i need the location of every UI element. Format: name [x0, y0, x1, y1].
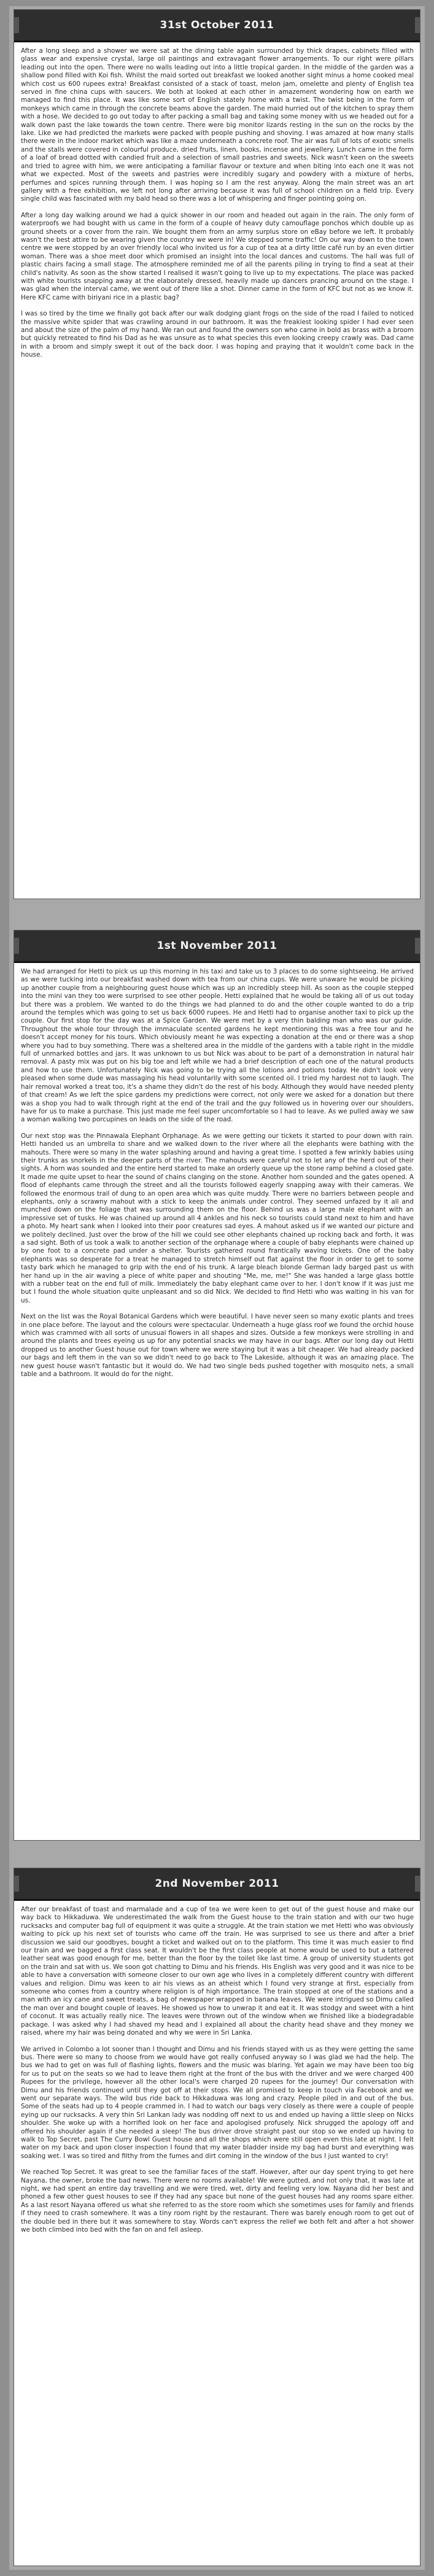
entry-paragraph: Our next stop was the Pinnawala Elephant Orphanage. As we were getting our tickets it started to pour down with rain. Hetti handed us an umbrella to share and we walked down to the river where all the elephants were bathing with the mahouts. There were so many in the water splashing around and having a great time. I spotted a few wrinkly babies using their trunks as snorkels in the deeper parts of the river. The mahouts were careful not to let any of the herd out of their sights. A horn was sounded and the entire herd started to make an orderly queue up the stone ramp behind a closed gate. It made me quite upset to hear the sound of chains clanging on the stone. Another horn sounded and the gates opened. A flood of elephants came through the street and all the tourists followed eagerly snapping away with their cameras. We followed the enormous trail of dung to an open area which was quite muddy. There were no barriers between people and elephants, only a scrawny mahout with a stick to keep the animals under control. They seemed unfazed by it all and munched down on the foliage that was surrounding them on the floor. Behind us was a large male elephant with an impressive set of tusks. He was chained up around all 4 ankles and his neck so tourists could stand next to him and have a photo. My heart sank when I looked into their poor creatures sad eyes. A mahout asked us if we wanted our picture and we politely declined. Just over the brow of the hill we could see other elephants chained up rocking back and forth, it was a sad sight. Both of us took a walk to another section of the orphanage where a couple of baby elephants were chained up by one foot to a concrete pad under a shelter. Tourists gathered round frantically waving tickets. One of the baby elephants was so desperate for a treat he managed to stretch himself out flat against the floor in order to get to some tasty bark which he managed to grip with the end of his trunk. A large bleach blonde German lady barged past us with her hand up in the air waving a piece of white paper and shouting "Me, me, me!" She was handed a large glass bottle with a rubber teat on the end full of milk. Immediately the baby elephant came over to her. I don't know if it was just me but I found the whole situation quite unpleasant and so did Nick. We decided to find Hetti who was waiting in his van for us.: [21, 1132, 414, 1304]
entry-paragraph: After our breakfast of toast and marmalade and a cup of tea we were keen to get out of the guest house and make our way back to Hikkaduwa. We underestimated the walk from the Guest house to the train station and with our two huge rucksacks and computer bag full of equipment it was quite a struggle. At the train station we met Hetti who was obviously waiting to pick up his next set of tourists who came off the train. He was surprised to see us there and after a brief discussion we said our goodbyes, bought a ticket and walked out on to the platform. This time it was much easier to find our train and we bagged a first class seat. It wouldn't be the first class people at home would be used to but a tattered leather seat was good enough for me, better than the floor by the toilet like last time. A group of university students got on the train and sat with us. We soon got chatting to Dimu and his friends. His English was very good and it was nice to be able to have a conversation with someone closer to our own age who lives in a completely different country with different values and religion. Dimu was keen to air his views as an atheist which I found very strange at first, especially from someone who comes from a country where religion is of high importance. The train stopped at one of the stations and a man with an icy cane and sweet treats, a bag of newspaper wrapped in banana leaves. We were intrigued so Dimu called the man over and bought couple of leaves. He showed us how to unwrap it and eat it. It was stodgy and sweet with a hint of coconut. It was actually really nice. The leaves were thrown out of the window when we finished like a biodegradable package. I was asked why I had shaved my head and I explained all about the charity head shave and they money we raised, where my hair was being donated and why we were in Sri Lanka.: [21, 1906, 414, 2037]
entry-body: [21, 968, 414, 1836]
entry-paragraph: After a long sleep and a shower we were sat at the dining table again surrounded by thick drapes, cabinets filled with glass wear and expensive crystal, large oil paintings and extravagant flower arrangements. To our right were pillars leading out into the open. There were no walls leading out into a little tropical garden. In the middle of the garden was a shallow pond filled with Koi fish. Whilst the maid sorted out breakfast we looked another sight minus a home cooked meal which cost us 600 rupees extra! Breakfast consisted of a stack of toast, melon jam, omelette and plenty of English tea served in fine china cups with saucers. We both at looked at each other in amazement wondering how on earth we managed to find this place. It was like some sort of English stately home with a twist. The twist being in the form of monkeys which came in through the concrete beams above the garden. The maid hurried out of the kitchen to spray them with a hose. We decided to go out today to after packing a small bag and taking some money with us we headed out for a walk down past the lake towards the town centre. There were big monitor lizards resting in the sun on the rocks by the lake. Like we had predicted the markets were packed with people pushing and shoving. I was amazed at how many stalls there were in the indoor market which was like a maze underneath a concrete roof. The air was full of lots of exotic smells and the stalls were covered in colourful produce, dried fruits, linen, books, incense and jewellery. Lunch came in the form of a loaf of bread dotted with candied fruit and a selection of small pastries and sweets. Nick wasn't keen on the sweets and tried to agree with him, we were anticipating a familiar flavour or texture and when biting into each one it was not what we expected. Most of the sweets and pastries were incredibly sugary and powdery with a mixture of herbs, perfumes and spices running through them. I was hoping so I am the rest anyway. Along the main street was an art gallery with a free exhibition, we left not long after arriving because it was full of school children on a field trip. Every single child was fascinated with my bald head so there was a lot of whispering and finger pointing going on.: [21, 47, 414, 203]
entry-date: 2nd November 2011: [155, 1878, 279, 1890]
entry-paragraph: We reached Top Secret. It was great to see the familiar faces of the staff. However, after our day spent trying to get here Nayana, the owner, broke the bad news. There were no rooms available! We were gutted, and not only that, it was late at night, we had spent an entire day travelling and we were tired, wet, dirty and feeling very low. Nayana did her best and phoned a few other guest houses to see if they had any space but none of the guest houses had any rooms spare either. As a last resort Nayana offered us what she referred to as the store room which she sometimes uses for family and friends if they need to crash somewhere. It was a tiny room right by the restaurant. There was barely enough room to get out of the double bed in there but it was somewhere to stay. Words can't express the relief we both felt and after a hot shower we both climbed into bed with the fan on and fell asleep.: [21, 2168, 414, 2234]
entry-body: [21, 47, 414, 895]
diary-entry-1-november: [14, 930, 420, 1841]
diary-entry-31-october: [14, 9, 420, 899]
entry-paragraph: After a long day walking around we had a quick shower in our room and headed out again in the rain. The only form of waterproofs we had bought with us came in the form of a couple of heavy duty camouflage ponchos which double up as ground sheets or a cover from the rain. We bought them from an army surplus store on eBay before we left. It probably wasn't the best attire to be wearing given the country we were in! We stepped some traffic! On our way down to the town centre we were stopped by an over friendly local who invited us for a cup of tea at a dirty little café run by an even dirtier woman. There was a shoe meet door which promised an insight into the local dances and customs. The hall was full of plastic chairs facing a small stage. The atmosphere reminded me of all the parents piling in trying to find a seat at their child's nativity. As soon as the show started I realised it wasn't going to live up to my expectations. The place was packed with white tourists snapping away at the elaborately dressed, heavily made up dancers prancing around on the stage. I was glad when the interval came, we went out of there like a shot. Dinner came in the form of KFC but not as we know it. Here KFC came with biriyani rice in a plastic bag?: [21, 211, 414, 301]
entry-body: [21, 1906, 414, 2562]
entry-paragraph: I was so tired by the time we finally got back after our walk dodging giant frogs on the side of the road I failed to noticed the massive white spider that was crawling around in our bathroom. It was the freakiest looking spider I had ever seen and about the size of the palm of my hand. We ran out and found the owners son who came in bold as brass with a broom but quickly retreated to find his Dad as he was unsure as to what species this even looking creepy crawly was. Dad came in with a broom and simply swept it out of the back door. I was hoping and praying that it wouldn't come back in the house.: [21, 310, 414, 359]
entry-paragraph: We arrived in Colombo a lot sooner than I thought and Dimu and his friends stayed with us as they were getting the same bus. There were so many to choose from we would have got really confused anyway so I was glad we had the help. The bus we had to get on was full of flashing lights, flowers and the music was blaring. Yet again we may have been too big for us to put on the seats so we had to leave them right at the front of the bus with the driver and we were charged 400 Rupees for the privilege, however all the other local's were charged 20 rupees for the journey! Our conversation with Dimu and his friends continued until they got off at their stops. We all promised to keep in touch via Facebook and we went our separate ways. The wild bus ride back to Hikkaduwa was long and crazy. People piled in and out of the bus. Some of the seats had up to 4 people crammed in. I had to watch our bags very closely as there were a couple of people eying up our rucksacks. A very thin Sri Lankan lady was nodding off next to us and ended up having a little sleep on Nicks shoulder. She woke up with a horrified look on her face and apologised profusely. Nick shrugged the apology off and offered his shoulder again if she needed a sleep! The bus driver drove straight past our stop so we ended up having to walk to Top Secret, past The Curry Bowl Guest house and all the shops which were still open even this late at night. I felt water on my back and upon closer inspection I found that my water bladder inside my bag had burst and everything was soaking wet. I was so tired and filthy from the fumes and dirt coming in the window of the bus I just wanted to cry!: [21, 2045, 414, 2160]
entry-date: 31st October 2011: [160, 19, 274, 31]
diary-entry-2-november: [14, 1868, 420, 2566]
entry-date-banner: [14, 10, 420, 42]
entry-paragraph: We had arranged for Hetti to pick us up this morning in his taxi and take us to 3 places to do some sightseeing. He arrived as we were tucking into our breakfast washed down with tea from our china cups. We were unaware he would be picking up another couple from a neighbouring guest house which was up an incredibly steep hill. As soon as the couple stepped into the mini van they too were surprised to see other people. Hetti explained that he would be taking all of us out today but there was a problem. We wanted to do the things we had planned to do and the other couple wanted to do a trip around the temples which was going to set us back 6000 rupees. He and Hetti had to organise another taxi to pick up the couple. Our first stop for the day was at a Spice Garden. We were met by a very thin balding man who was our guide. Throughout the whole tour through the immaculate scented gardens he kept mentioning this was a free tour and he doesn't accept money for his tours. Which obviously meant he was expecting a donation at the end or there was a shop where you had to buy something. There was a sheltered area in the middle of the gardens with a table right in the middle full of unmarked bottles and jars. It was unknown to us but Nick was about to be part of a demonstration in natural hair removal. A pasty mix was put on his big toe and left while we had a brief description of each one of the natural products and how to use them. Unfortunately Nick was going to be trying all the lotions and potions today. He didn't look very pleased when some dude was massaging his head voluntarily with some scented oil. I tried my hardest not to laugh. The hair removal worked a treat too, it's a shame they didn't do the rest of his body. Although they would have needed plenty of that cream! As we left the spice gardens my predictions were correct, not only were we asked for a donation but there was a shop you had to walk through right at the end of the trail and the guy followed us in hovering over our shoulders, have for us to make a purchase. This just made me feel super uncomfortable so I had to leave. As we pulled away we saw a woman walking two porcupines on leads on the side of the road.: [21, 968, 414, 1124]
entry-date-banner: [14, 1868, 420, 1901]
entry-date-banner: [14, 930, 420, 963]
entry-date: 1st November 2011: [157, 940, 277, 952]
page-background: [9, 6, 425, 2570]
entry-paragraph: Next on the list was the Royal Botanical Gardens which were beautiful. I have never seen so many exotic plants and trees in one place before. The layout and the colours were spectacular. Underneath a huge glass roof we found the orchid house which was crammed with all sorts of unusual flowers in all shapes and sizes. Outside a few monkeys were strolling in and around the plants and trees eyeing us up for any potential snacks we may have in our bags. After our long day out Hetti dropped us to another Guest house out for town where we were staying but it was a bit cheaper. We had already packed our bags and left them in the van so we didn't need to go back to The Lakeside, although it was an amazing place. The new guest house wasn't fantastic but it would do. We had two single beds pushed together with mosquito nets, a small table and a bathroom. It would do for the night.: [21, 1313, 414, 1379]
